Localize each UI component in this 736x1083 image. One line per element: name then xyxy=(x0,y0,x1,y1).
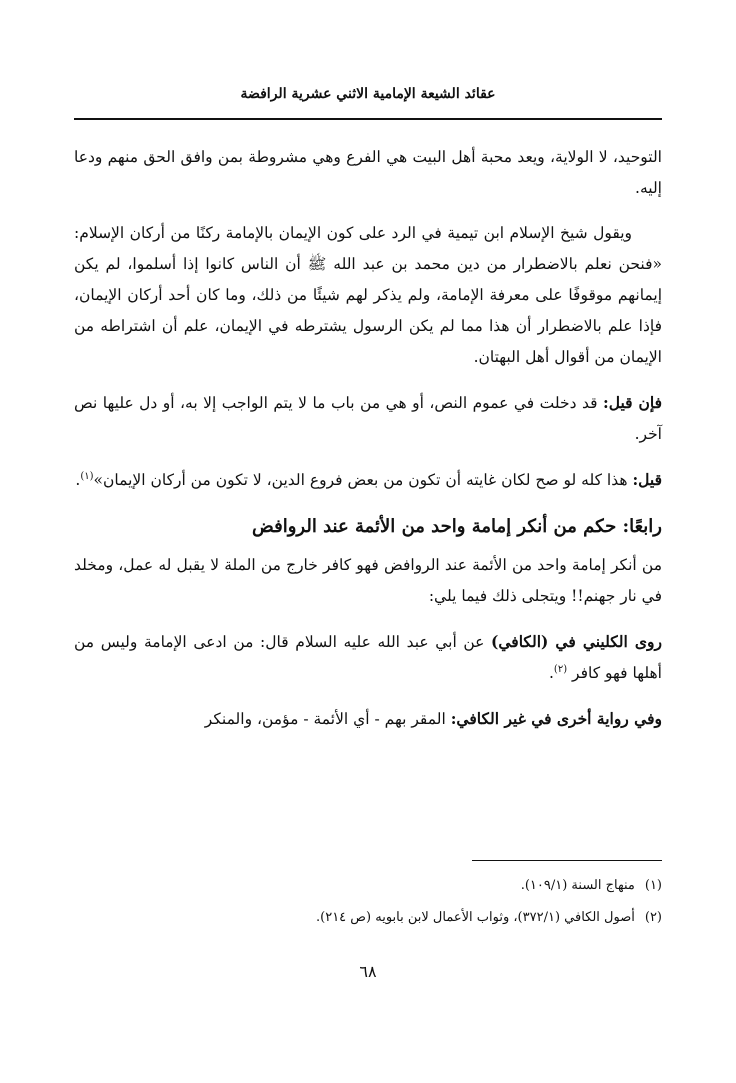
paragraph-5 xyxy=(74,550,662,612)
footnote-rule xyxy=(472,860,662,861)
footnote-ref-2[interactable]: (٢) xyxy=(553,663,568,675)
footnote-item xyxy=(74,872,662,900)
paragraph-3-text: قد دخلت في عموم النص، أو هي من باب ما لا يتم الواجب إلا به، أو دل عليها نص آخر. xyxy=(74,394,662,443)
paragraph-5-text: من أنكر إمامة واحد من الأئمة عند الروافض فهو كافر خارج من الملة لا يقبل له عمل، ومخلد في نار جهنم!! ويتجلى ذلك فيما يلي: xyxy=(74,556,662,605)
paragraph-6-text: عن أبي عبد الله عليه السلام قال: من ادعى الإمامة وليس من أهلها فهو كافر xyxy=(74,633,662,682)
paragraph-6-end: . xyxy=(548,664,554,682)
footnote-number: (٢) xyxy=(644,910,662,925)
paragraph-4-text: هذا كله لو صح لكان غايته أن تكون من بعض فروع الدين، لا تكون من أركان الإيمان» xyxy=(93,471,633,489)
page-number: ٦٨ xyxy=(359,962,377,981)
footnote-ref-1[interactable]: (١) xyxy=(80,470,94,482)
paragraph-7-lead: وفي رواية أخرى في غير الكافي: xyxy=(450,709,662,728)
footnotes xyxy=(74,872,662,936)
paragraph-4-end: . xyxy=(75,471,81,489)
paragraph-3 xyxy=(74,387,662,450)
paragraph-2-text: ويقول شيخ الإسلام ابن تيمية في الرد على كون الإيمان بالإمامة ركنًا من أركان الإسلام: «فنحن نعلم بالاضطرار من دين محمد بن عبد الله ﷺ أن الناس كانوا إذا أسلموا، لم يكن إيمانهم موقوفًا على معرفة الإمامة، ولم يذكر لهم شيئًا من ذلك، وما كان أحد أركان الإيمان، فإذا علم بالاضطرار أن هذا مما لم يكن الرسول يشترطه في الإيمان، علم أن اشتراطه من الإيمان من أقوال أهل البهتان. xyxy=(74,224,662,366)
paragraph-3-lead: فإن قيل: xyxy=(602,393,662,412)
footnote-item xyxy=(74,904,662,932)
paragraph-7 xyxy=(74,703,662,735)
paragraph-1 xyxy=(74,142,662,204)
paragraph-6-lead: روى الكليني في (الكافي) xyxy=(491,632,662,651)
paragraph-1-text: التوحيد، لا الولاية، ويعد محبة أهل البيت هي الفرع وهي مشروطة بمن وافق الحق منهم ودعا إليه. xyxy=(74,148,662,197)
footnote-number: (١) xyxy=(644,878,662,893)
paragraph-4 xyxy=(74,464,662,496)
paragraph-4-lead: قيل: xyxy=(632,470,662,489)
section-heading: رابعًا: حكم من أنكر إمامة واحد من الأئمة عند الروافض xyxy=(252,516,662,537)
paragraph-2 xyxy=(74,218,662,373)
main-text xyxy=(74,142,662,749)
header-rule xyxy=(74,118,662,120)
footnote-text: منهاج السنة (١٠٩/١). xyxy=(520,878,635,893)
running-title: عقائد الشيعة الإمامية الاثني عشرية الرافضة xyxy=(240,86,496,102)
footnote-text: أصول الكافي (٣٧٢/١)، وثواب الأعمال لابن بابويه (ص ٢١٤). xyxy=(316,910,635,925)
paragraph-6 xyxy=(74,626,662,689)
paragraph-7-text: المقر بهم - أي الأئمة - مؤمن، والمنكر xyxy=(204,710,451,728)
